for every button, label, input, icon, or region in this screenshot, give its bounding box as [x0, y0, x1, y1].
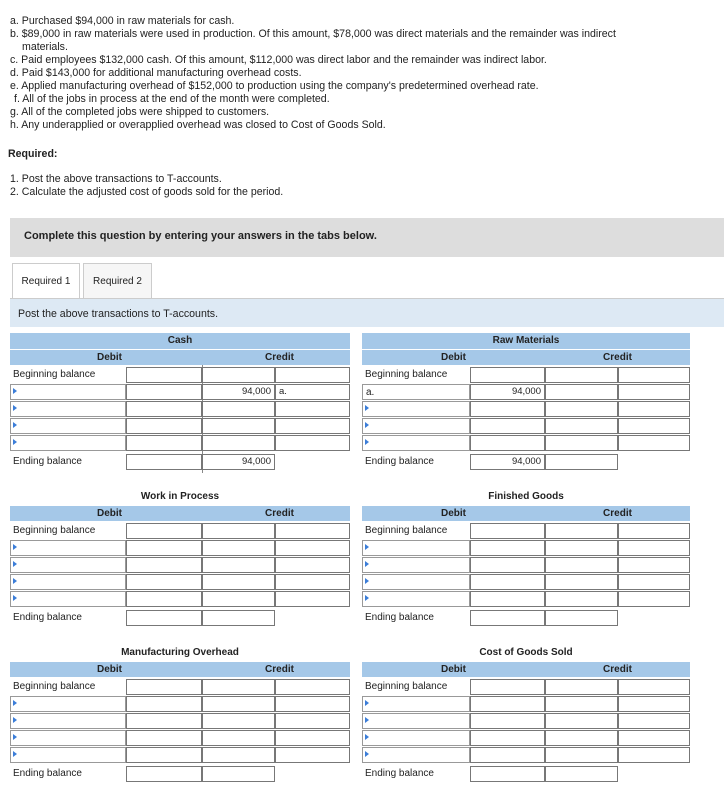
- dropdown-arrow-icon: [365, 700, 369, 706]
- raw-materials-credit-input-4[interactable]: [545, 418, 618, 434]
- cash-title: Cash: [10, 333, 350, 349]
- transaction-e: e. Applied manufacturing overhead of $152,000 to production using the company's predetermined overhead rate.: [10, 80, 539, 92]
- banner-text: Complete this question by entering your answers in the tabs below.: [24, 230, 377, 242]
- mfg-overhead-credit-label-1[interactable]: [275, 679, 350, 695]
- cogs-credit-label-4[interactable]: [618, 730, 690, 746]
- mfg-overhead-ending-balance-label: Ending balance: [13, 768, 82, 779]
- wip-title: Work in Process: [10, 489, 350, 505]
- wip-credit-input-5[interactable]: [202, 591, 275, 607]
- mfg-overhead-row-4-label[interactable]: [10, 747, 126, 763]
- mfg-overhead-credit-input-2[interactable]: [202, 696, 275, 712]
- finished-goods-title: Finished Goods: [362, 489, 690, 505]
- finished-goods-credit-label-5[interactable]: [618, 591, 690, 607]
- task-instruction: Post the above transactions to T-accounts.: [18, 308, 219, 320]
- wip-beginning-debit[interactable]: [126, 523, 202, 539]
- finished-goods-credit-label-1[interactable]: [618, 523, 690, 539]
- cogs-credit-input-2[interactable]: [545, 696, 618, 712]
- required-item-1: 1. Post the above transactions to T-accounts.: [10, 173, 222, 185]
- wip-ending-balance-label: Ending balance: [13, 612, 82, 623]
- dropdown-arrow-icon: [365, 422, 369, 428]
- raw-materials-credit-label-4[interactable]: [618, 418, 690, 434]
- dropdown-arrow-icon: [13, 751, 17, 757]
- transaction-b: b. $89,000 in raw materials were used in production. Of this amount, $78,000 was direct materials and the remainder was indirect: [10, 28, 616, 40]
- cash-credit-input-2[interactable]: [202, 401, 275, 417]
- finished-goods-row-3-label[interactable]: [362, 574, 470, 590]
- transaction-a: a. Purchased $94,000 in raw materials for cash.: [10, 15, 235, 27]
- finished-goods-credit-input-4[interactable]: [545, 574, 618, 590]
- cash-row-3-label[interactable]: [10, 418, 126, 434]
- raw-materials-credit-input-5[interactable]: [545, 435, 618, 451]
- wip-row-2-label[interactable]: [10, 557, 126, 573]
- cogs-row-4-label[interactable]: [362, 747, 470, 763]
- wip-credit-label-3[interactable]: [275, 557, 350, 573]
- cogs-credit-input-3[interactable]: [545, 713, 618, 729]
- finished-goods-credit-input-3[interactable]: [545, 557, 618, 573]
- mfg-overhead-beginning-balance-label: Beginning balance: [13, 681, 96, 692]
- raw-materials-beginning-balance-label: Beginning balance: [365, 369, 448, 380]
- wip-credit-input-3[interactable]: [202, 557, 275, 573]
- cogs-credit-label-1[interactable]: [618, 679, 690, 695]
- finished-goods-debit-header: Debit: [362, 506, 545, 521]
- wip-credit-label-4[interactable]: [275, 574, 350, 590]
- mfg-overhead-credit-input-1[interactable]: [202, 679, 275, 695]
- finished-goods-debit-input-2[interactable]: [470, 557, 545, 573]
- transaction-f: f. All of the jobs in process at the end of the month were completed.: [14, 93, 330, 105]
- wip-credit-header: Credit: [209, 506, 350, 521]
- finished-goods-credit-header: Credit: [545, 506, 690, 521]
- dropdown-arrow-icon: [13, 405, 17, 411]
- raw-materials-beginning-debit[interactable]: [470, 367, 545, 383]
- finished-goods-credit-label-2[interactable]: [618, 540, 690, 556]
- cash-beginning-balance-label: Beginning balance: [13, 369, 96, 380]
- cash-ending-credit[interactable]: 94,000: [202, 454, 275, 470]
- cogs-credit-input-4[interactable]: [545, 730, 618, 746]
- cogs-credit-label-2[interactable]: [618, 696, 690, 712]
- finished-goods-credit-input-1[interactable]: [545, 523, 618, 539]
- dropdown-arrow-icon: [365, 439, 369, 445]
- finished-goods-beginning-balance-label: Beginning balance: [365, 525, 448, 536]
- wip-debit-input-1[interactable]: [126, 540, 202, 556]
- raw-materials-ending-debit[interactable]: 94,000: [470, 454, 545, 470]
- transaction-g: g. All of the completed jobs were shipped to customers.: [10, 106, 270, 118]
- raw-materials-row-a-label[interactable]: a.: [362, 384, 470, 400]
- mfg-overhead-credit-input-4[interactable]: [202, 730, 275, 746]
- wip-credit-input-4[interactable]: [202, 574, 275, 590]
- raw-materials-credit-label-2[interactable]: [618, 384, 690, 400]
- dropdown-arrow-icon: [365, 751, 369, 757]
- mfg-overhead-credit-label-5[interactable]: [275, 747, 350, 763]
- cash-credit-input-1[interactable]: [202, 367, 275, 383]
- finished-goods-credit-input-2[interactable]: [545, 540, 618, 556]
- cogs-credit-input-1[interactable]: [545, 679, 618, 695]
- dropdown-arrow-icon: [13, 439, 17, 445]
- wip-debit-input-2[interactable]: [126, 557, 202, 573]
- finished-goods-row-4-label[interactable]: [362, 591, 470, 607]
- wip-credit-label-2[interactable]: [275, 540, 350, 556]
- transaction-c: c. Paid employees $132,000 cash. Of this amount, $112,000 was direct labor and the remainder was indirect labor.: [10, 54, 547, 66]
- finished-goods-row-2-label[interactable]: [362, 557, 470, 573]
- mfg-overhead-beginning-debit[interactable]: [126, 679, 202, 695]
- wip-debit-input-3[interactable]: [126, 574, 202, 590]
- raw-materials-credit-input-3[interactable]: [545, 401, 618, 417]
- mfg-overhead-debit-header: Debit: [10, 662, 209, 677]
- cash-credit-header: Credit: [209, 350, 350, 365]
- cogs-row-3-label[interactable]: [362, 730, 470, 746]
- finished-goods-debit-input-1[interactable]: [470, 540, 545, 556]
- mfg-overhead-debit-input-4[interactable]: [126, 747, 202, 763]
- finished-goods-ending-balance-label: Ending balance: [365, 612, 434, 623]
- cogs-credit-input-5[interactable]: [545, 747, 618, 763]
- wip-beginning-balance-label: Beginning balance: [13, 525, 96, 536]
- dropdown-arrow-icon: [365, 578, 369, 584]
- cash-beginning-debit[interactable]: [126, 367, 202, 383]
- dropdown-arrow-icon: [13, 595, 17, 601]
- dropdown-arrow-icon: [13, 700, 17, 706]
- mfg-overhead-row-2-label[interactable]: [10, 713, 126, 729]
- cogs-beginning-debit[interactable]: [470, 679, 545, 695]
- raw-materials-row-3-label[interactable]: [362, 418, 470, 434]
- raw-materials-debit-input-2[interactable]: [470, 401, 545, 417]
- cogs-debit-header: Debit: [362, 662, 545, 677]
- cash-ending-debit[interactable]: [126, 454, 202, 470]
- dropdown-arrow-icon: [365, 405, 369, 411]
- raw-materials-credit-label-5[interactable]: [618, 435, 690, 451]
- raw-materials-row-4-label[interactable]: [362, 435, 470, 451]
- wip-ending-credit[interactable]: [202, 610, 275, 626]
- raw-materials-credit-input-1[interactable]: [545, 367, 618, 383]
- cogs-debit-input-1[interactable]: [470, 696, 545, 712]
- mfg-overhead-row-1-label[interactable]: [10, 696, 126, 712]
- dropdown-arrow-icon: [365, 595, 369, 601]
- cogs-credit-header: Credit: [545, 662, 690, 677]
- finished-goods-credit-label-4[interactable]: [618, 574, 690, 590]
- cash-debit-input-4[interactable]: [126, 435, 202, 451]
- cash-row-4-label[interactable]: [10, 435, 126, 451]
- cogs-ending-balance-label: Ending balance: [365, 768, 434, 779]
- dropdown-arrow-icon: [13, 544, 17, 550]
- mfg-overhead-debit-input-2[interactable]: [126, 713, 202, 729]
- task-instruction-bar: [10, 299, 724, 327]
- raw-materials-debit-input-3[interactable]: [470, 418, 545, 434]
- wip-credit-label-1[interactable]: [275, 523, 350, 539]
- raw-materials-debit-amount-a[interactable]: 94,000: [470, 384, 545, 400]
- mfg-overhead-ending-debit[interactable]: [126, 766, 202, 782]
- mfg-overhead-debit-input-3[interactable]: [126, 730, 202, 746]
- cogs-beginning-balance-label: Beginning balance: [365, 681, 448, 692]
- raw-materials-debit-header: Debit: [362, 350, 545, 365]
- mfg-overhead-credit-label-3[interactable]: [275, 713, 350, 729]
- cash-credit-label-1[interactable]: [275, 367, 350, 383]
- cash-credit-label-a[interactable]: a.: [275, 384, 350, 400]
- wip-debit-input-4[interactable]: [126, 591, 202, 607]
- raw-materials-debit-input-4[interactable]: [470, 435, 545, 451]
- cash-row-1-label[interactable]: [10, 384, 126, 400]
- wip-credit-input-2[interactable]: [202, 540, 275, 556]
- wip-row-4-label[interactable]: [10, 591, 126, 607]
- raw-materials-ending-balance-label: Ending balance: [365, 456, 434, 467]
- mfg-overhead-ending-credit[interactable]: [202, 766, 275, 782]
- cogs-title: Cost of Goods Sold: [362, 645, 690, 661]
- raw-materials-credit-header: Credit: [545, 350, 690, 365]
- dropdown-arrow-icon: [365, 734, 369, 740]
- mfg-overhead-credit-label-4[interactable]: [275, 730, 350, 746]
- mfg-overhead-title: Manufacturing Overhead: [10, 645, 350, 661]
- required-heading: Required:: [8, 148, 58, 160]
- transaction-h: h. Any underapplied or overapplied overhead was closed to Cost of Goods Sold.: [10, 119, 386, 131]
- mfg-overhead-debit-input-1[interactable]: [126, 696, 202, 712]
- cash-debit-input-1[interactable]: [126, 384, 202, 400]
- cash-debit-input-3[interactable]: [126, 418, 202, 434]
- cash-ending-balance-label: Ending balance: [13, 456, 82, 467]
- raw-materials-ending-credit[interactable]: [545, 454, 618, 470]
- cogs-ending-credit[interactable]: [545, 766, 618, 782]
- transaction-d: d. Paid $143,000 for additional manufacturing overhead costs.: [10, 67, 302, 79]
- cash-credit-amount-a[interactable]: 94,000: [202, 384, 275, 400]
- mfg-overhead-row-3-label[interactable]: [10, 730, 126, 746]
- dropdown-arrow-icon: [13, 422, 17, 428]
- finished-goods-row-1-label[interactable]: [362, 540, 470, 556]
- cogs-debit-input-2[interactable]: [470, 713, 545, 729]
- wip-debit-header: Debit: [10, 506, 209, 521]
- raw-materials-credit-label-1[interactable]: [618, 367, 690, 383]
- dropdown-arrow-icon: [13, 734, 17, 740]
- instructions-banner: [10, 218, 724, 257]
- mfg-overhead-credit-input-3[interactable]: [202, 713, 275, 729]
- dropdown-arrow-icon: [13, 561, 17, 567]
- dropdown-arrow-icon: [13, 717, 17, 723]
- raw-materials-credit-input-2[interactable]: [545, 384, 618, 400]
- mfg-overhead-credit-label-2[interactable]: [275, 696, 350, 712]
- finished-goods-beginning-debit[interactable]: [470, 523, 545, 539]
- cash-debit-input-2[interactable]: [126, 401, 202, 417]
- wip-credit-input-1[interactable]: [202, 523, 275, 539]
- cash-credit-label-2[interactable]: [275, 401, 350, 417]
- mfg-overhead-credit-header: Credit: [209, 662, 350, 677]
- raw-materials-credit-label-3[interactable]: [618, 401, 690, 417]
- dropdown-arrow-icon: [13, 388, 17, 394]
- raw-materials-row-2-label[interactable]: [362, 401, 470, 417]
- dropdown-arrow-icon: [365, 561, 369, 567]
- finished-goods-ending-debit[interactable]: [470, 610, 545, 626]
- mfg-overhead-credit-input-5[interactable]: [202, 747, 275, 763]
- cogs-row-1-label[interactable]: [362, 696, 470, 712]
- finished-goods-ending-credit[interactable]: [545, 610, 618, 626]
- cash-row-2-label[interactable]: [10, 401, 126, 417]
- cash-debit-header: Debit: [10, 350, 209, 365]
- dropdown-arrow-icon: [365, 717, 369, 723]
- finished-goods-debit-input-3[interactable]: [470, 574, 545, 590]
- cash-credit-input-4[interactable]: [202, 435, 275, 451]
- raw-materials-title: Raw Materials: [362, 333, 690, 349]
- required-item-2: 2. Calculate the adjusted cost of goods sold for the period.: [10, 186, 284, 198]
- cogs-debit-input-4[interactable]: [470, 747, 545, 763]
- finished-goods-credit-input-5[interactable]: [545, 591, 618, 607]
- cogs-ending-debit[interactable]: [470, 766, 545, 782]
- wip-credit-label-5[interactable]: [275, 591, 350, 607]
- transaction-b-cont: materials.: [22, 41, 68, 53]
- cash-credit-input-3[interactable]: [202, 418, 275, 434]
- tab-required-2[interactable]: Required 2: [83, 263, 152, 298]
- cogs-row-2-label[interactable]: [362, 713, 470, 729]
- dropdown-arrow-icon: [13, 578, 17, 584]
- cogs-credit-label-5[interactable]: [618, 747, 690, 763]
- cogs-debit-input-3[interactable]: [470, 730, 545, 746]
- dropdown-arrow-icon: [365, 544, 369, 550]
- cash-credit-label-3[interactable]: [275, 418, 350, 434]
- wip-row-1-label[interactable]: [10, 540, 126, 556]
- wip-ending-debit[interactable]: [126, 610, 202, 626]
- cogs-credit-label-3[interactable]: [618, 713, 690, 729]
- finished-goods-credit-label-3[interactable]: [618, 557, 690, 573]
- cash-credit-label-4[interactable]: [275, 435, 350, 451]
- finished-goods-debit-input-4[interactable]: [470, 591, 545, 607]
- tab-required-1[interactable]: Required 1: [12, 263, 80, 299]
- wip-row-3-label[interactable]: [10, 574, 126, 590]
